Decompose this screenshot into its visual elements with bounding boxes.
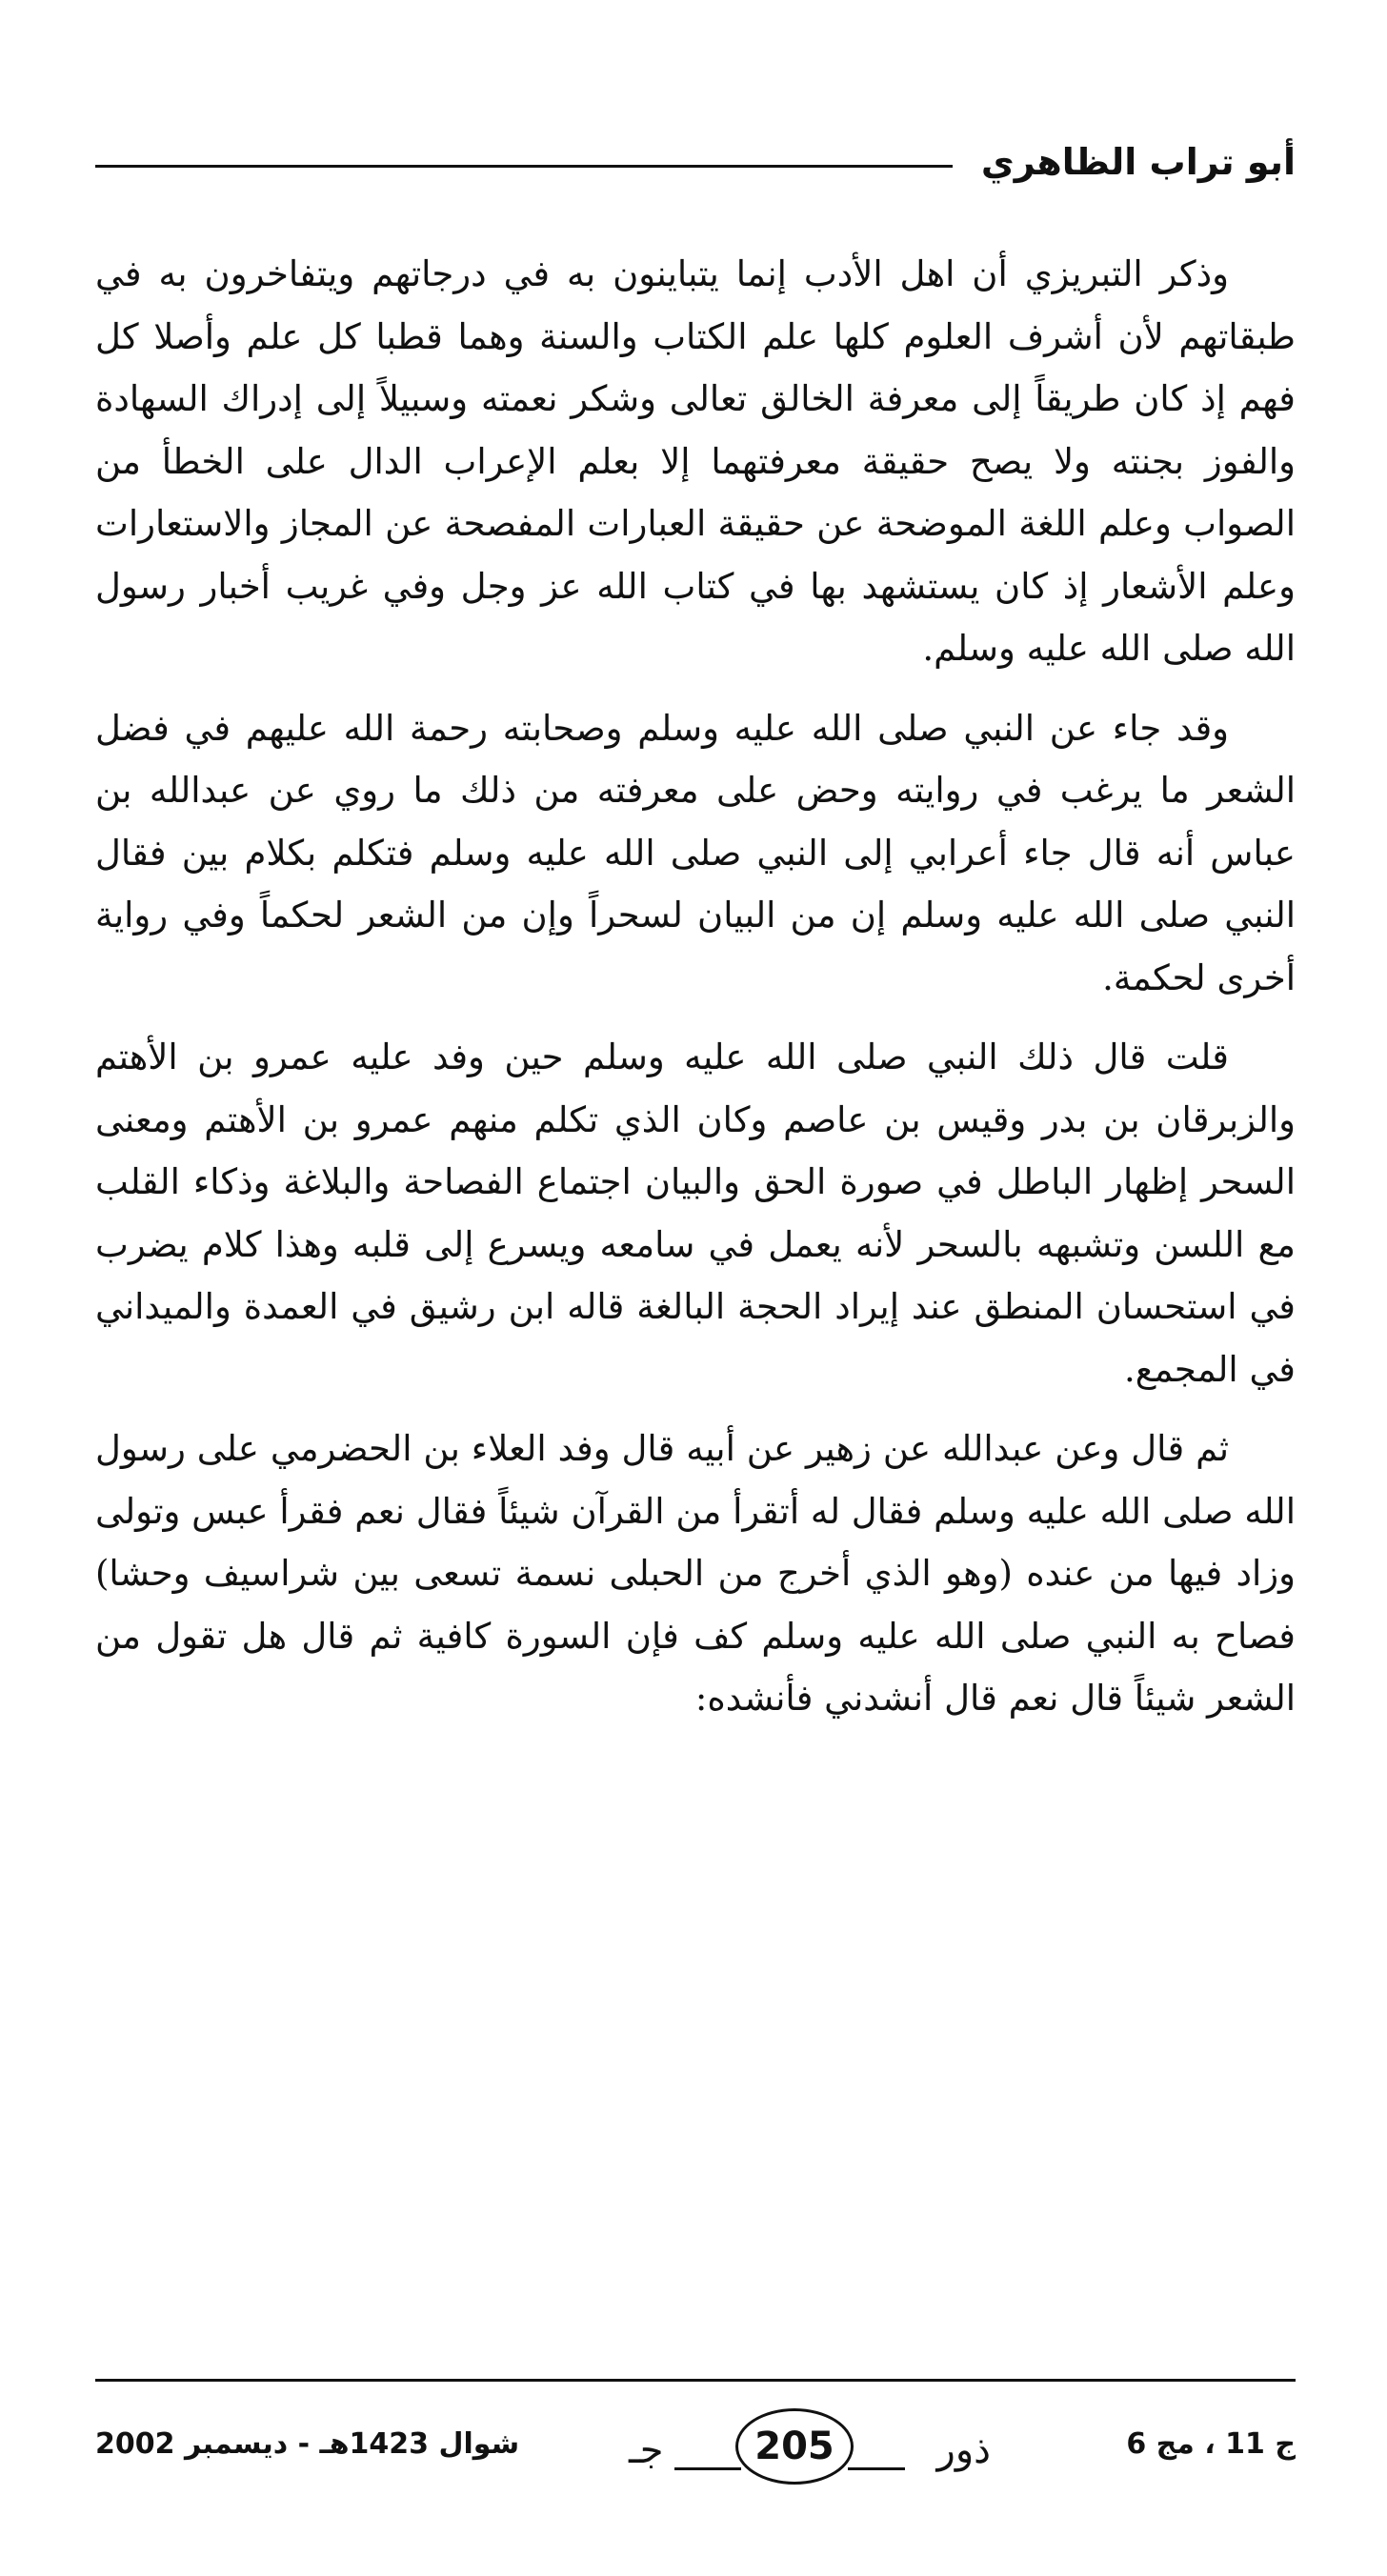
- paragraph-4: ثم قال وعن عبدالله عن زهير عن أبيه قال وفد العلاء بن الحضرمي على رسول الله صلى الله عليه وسلم فقال له أتقرأ من القرآن شيئاً فقال نعم فقرأ عبس وتولى وزاد فيها من عنده (وهو الذي أخرج من الحبلى نسمة تسعى بين شراسيف وحشا) فصاح به النبي صلى الله عليه وسلم كف فإن السورة كافية ثم قال هل تقول من الشعر شيئاً قال نعم قال أنشدني فأنشده:: [95, 1428, 1296, 1719]
- article-body: [95, 243, 1296, 1747]
- journal-connector-right: [848, 2467, 905, 2470]
- journal-name-start: جـ: [629, 2428, 664, 2472]
- header-rule: [95, 165, 953, 168]
- paragraph-3: قلت قال ذلك النبي صلى الله عليه وسلم حين وفد عليه عمرو بن الأهتم والزبرقان بن بدر وقيس بن عاصم وكان الذي تكلم منهم عمرو بن الأهتم ومعنى السحر إظهار الباطل في صورة الحق والبيان اجتماع الفصاحة والبلاغة وذكاء القلب مع اللسن وتشبهه بالسحر لأنه يعمل في سامعه ويسرع إلى قلبه وهذا كلام يضرب في استحسان المنطق عند إيراد الحجة البالغة قاله ابن رشيق في العمدة والميداني في المجمع.: [95, 1036, 1296, 1390]
- paragraph-1: وذكر التبريزي أن اهل الأدب إنما يتباينون به في درجاتهم ويتفاخرون به في طبقاتهم لأن أشرف العلوم كلها علم الكتاب والسنة وهما قطبا كل علم وأصلا كل فهم إذ كان طريقاً إلى معرفة الخالق تعالى وشكر نعمته وسبيلاً إلى إدراك السهادة والفوز بجنته ولا يصح حقيقة معرفتهما إلا بعلم الإعراب الدال على الخطأ من الصواب وعلم اللغة الموضحة عن حقيقة العبارات المفصحة عن المجاز والاستعارات وعلم الأشعار إذ كان يستشهد بها في كتاب الله عز وجل وفي غريب أخبار رسول الله صلى الله عليه وسلم.: [95, 253, 1296, 669]
- volume-issue: ج 11 ، مج 6: [1126, 2427, 1296, 2461]
- journal-connector-left: [674, 2467, 741, 2470]
- journal-masthead: [629, 2401, 991, 2496]
- header-author-title: أبو تراب الظاهري: [980, 141, 1296, 183]
- page-number: 205: [735, 2408, 854, 2485]
- paragraph-2: وقد جاء عن النبي صلى الله عليه وسلم وصحابته رحمة الله عليهم في فضل الشعر ما يرغب في روايته وحض على معرفته من ذلك ما روي عن عبدالله بن عباس أنه قال جاء أعرابي إلى النبي صلى الله عليه وسلم فتكلم بكلام بين فقال النبي صلى الله عليه وسلم إن من البيان لسحراً وإن من الشعر لحكماً وفي رواية أخرى لحكمة.: [95, 707, 1296, 998]
- footer-rule: [95, 2379, 1296, 2382]
- journal-name-end: ذور: [936, 2428, 991, 2472]
- running-footer: [95, 2401, 1296, 2506]
- issue-date: شوال 1423هـ - ديسمبر 2002: [95, 2427, 520, 2461]
- running-header: [95, 133, 1296, 200]
